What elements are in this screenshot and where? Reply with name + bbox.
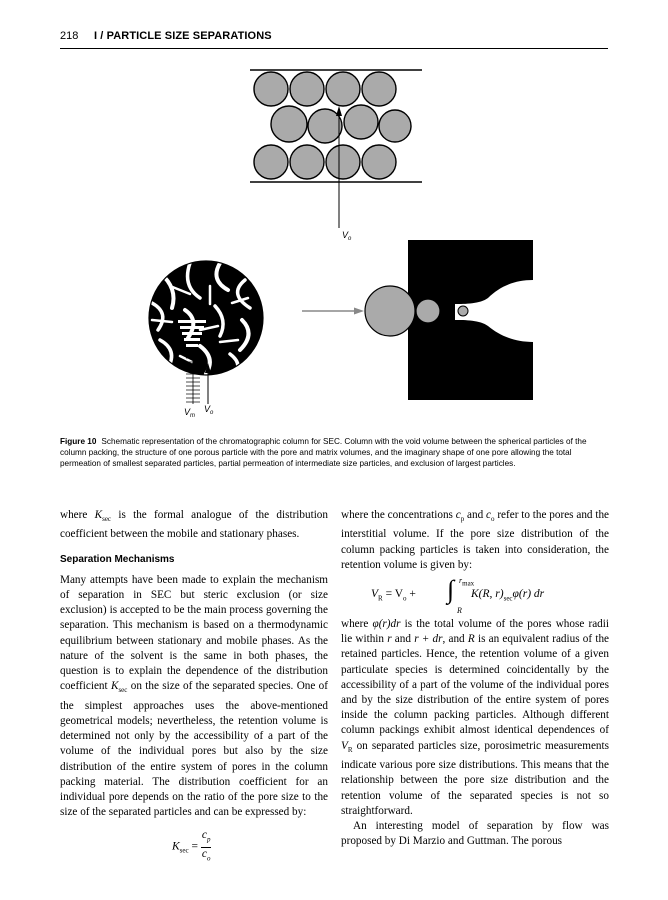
- transition-arrow: [302, 308, 364, 315]
- equation-ksec: $K_{sec}$ = $\frac{c_p}{c_o}$: [172, 829, 211, 862]
- vo-bottom-label: $V_o$: [204, 404, 214, 416]
- left-paragraph-2: Many attempts have been made to explain the mechanism of separation in SEC but steric exclusion (or size exclusion) is accepted to be the main process governing the separation. This mechanism is based on a thermodynamic equilibrium between stationary and mobile phases. As the nature of the solvent is the same in both phases, the question is to explain the dependence of the distribution coefficient $K_{sec}$ on the size of the separated species. One of the simplest approaches uses the above-mentioned geometrical models; nevertheless, the retention volume is determined not only by the accessibility of a part of the volume of the individual pores but also by the size distribution of the entire system of pores in the column packing material. The distribution coefficient for an individual pore depends on the ratio of the pore size to the size of the separated particles and can be expressed by:: [60, 573, 328, 819]
- running-title: I / PARTICLE SIZE SEPARATIONS: [94, 30, 272, 42]
- figure-10-drawing: [60, 58, 608, 430]
- running-header: [60, 28, 608, 49]
- left-column: [60, 508, 328, 864]
- right-column: [341, 508, 609, 849]
- section-heading: Separation Mechanisms: [60, 553, 175, 565]
- left-paragraph-1: where $K_{sec}$ is the formal analogue of the distribution coefficient between the mobile and stationary phases.: [60, 509, 328, 541]
- figure-10: [60, 58, 608, 430]
- vo-top-label: $V_o$: [342, 230, 352, 242]
- right-paragraph-2: where φ(r)dr is the total volume of the pores whose radii lie within r and r + dr, and R is an equivalent radius of the retained particles. Hence, the retention volume of a given particulate species is determined coincidentally by the accessibility of a part of the volume of the individual pores and by the size distribution of the entire system of pores inside the column packing particles. Although different column packings exhibit almost identical dependences of $V_R$ on separated particles size, porosimetric measurements indicate various pore size distributions. This means that the relationship between the pore size distribution and the retention volume of the separated species is not so straightforward.: [341, 618, 610, 817]
- right-paragraph-1: where the concentrations $c_p$ and $c_o$ refer to the pores and the interstitial volume. If the pore size distribution of the column packing particles is taken into consideration, the retention volume is given by:: [341, 509, 610, 571]
- column-packing: [250, 70, 422, 182]
- porous-particle: [149, 261, 263, 375]
- page-number: 218: [60, 30, 79, 42]
- figure-caption-label: Figure 10: [60, 437, 97, 446]
- vm-label: $V_m$: [184, 407, 196, 419]
- figure-caption-text: Schematic representation of the chromatographic column for SEC. Column with the void volume between the spherical particles of the column packing, the structure of one porous particle with the pore and matrix volumes, and the imaginary shape of one pore allowing the total permeation of smallest separated particles, partial permeation of intermediate size particles, and exclusion of largest particles.: [60, 437, 587, 468]
- figure-caption: [60, 436, 610, 469]
- right-paragraph-3: An interesting model of separation by flow was proposed by Di Marzio and Guttman. The porous: [341, 819, 609, 848]
- equation-vr: $V_R = V_o$ + ∫ $r_{max}$ R K(R, $r)_{sec}\varphi(r)$ dr: [371, 575, 545, 616]
